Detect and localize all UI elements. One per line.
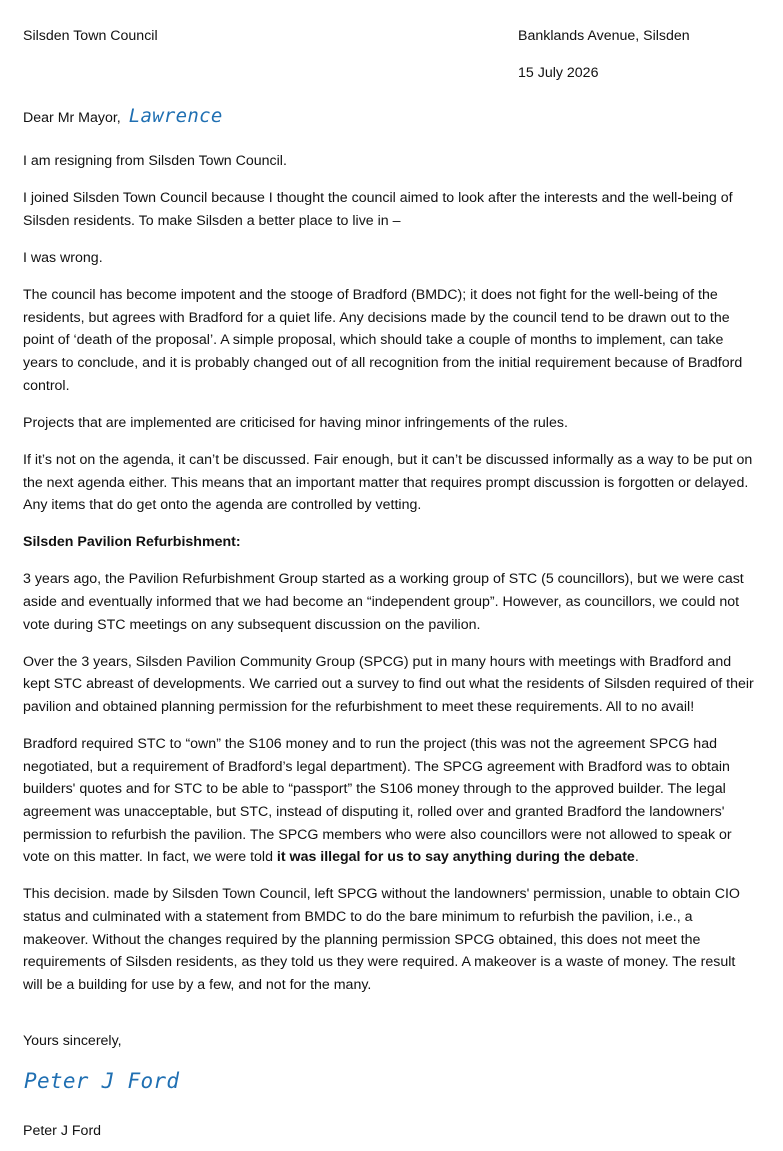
letter-body <box>23 150 758 1011</box>
paragraph-pavilion-group: 3 years ago, the Pavilion Refurbishment Group started as a working group of STC (5 councillors), but we were cast aside and eventually informed that we had become an “independent group”. However, as councillors, we could not vote during STC meetings on any subsequent discussion on the pavilion. <box>23 571 744 633</box>
paragraph-spcg-work: Over the 3 years, Silsden Pavilion Community Group (SPCG) put in many hours with meetings with Bradford and kept STC abreast of developments. We carried out a survey to find out what the residents of Silsden required of their pavilion and obtained planning permission for the refurbishment to meet these requirements. All to no avail! <box>23 653 754 716</box>
paragraph-resignation: I am resigning from Silsden Town Council. <box>23 153 287 169</box>
paragraph-reason-joined: I joined Silsden Town Council because I thought the council aimed to look after the interests and the well-being of Silsden residents. To make Silsden a better place to live in – <box>23 190 733 229</box>
sender-name: Silsden Town Council <box>23 28 158 44</box>
letter-date: 15 July 2026 <box>518 65 599 81</box>
paragraph-s106 <box>23 733 758 869</box>
s106-text-end: . <box>634 849 639 866</box>
salutation <box>23 105 223 130</box>
closing-text: Yours sincerely, <box>23 1033 122 1049</box>
paragraph-projects: Projects that are implemented are criticised for having minor infringements of the rules. <box>23 414 568 431</box>
paragraph-council-criticism: The council has become impotent and the stooge of Bradford (BMDC); it does not fight for the well-being of the residents, but agrees with Bradford for a quiet life. Any decisions made by the council tend to be drawn out to the point of ‘death of the proposal’. A simple proposal, which should take a couple of months to implement, can take years to conclude, and it is probably changed out of all recognition from the initial requirement because of Bradford control. <box>23 287 743 394</box>
s106-bold-statement: it was illegal for us to say anything during the debate <box>276 849 635 866</box>
salutation-text: Dear Mr Mayor, <box>23 110 121 126</box>
s106-text-start: Bradford required STC to “own” the S106 money and to run the project (this was not the agreement SPCG had negotiated, but a requirement of Bradford’s legal department). The SPCG agreement with Bradford was to obtain builders' quotes and for STC to be able to “passport” the S106 money through to the approved builder. The legal agreement was unacceptable, but STC, instead of disputing it, rolled over and granted Bradford the landowners' permission to refurbish the pavilion. The SPCG members who were also councillors were not allowed to speak or vote on this matter. In fact, we were told <box>23 736 732 866</box>
paragraph-decision: This decision. made by Silsden Town Council, left SPCG without the landowners' permission, unable to obtain CIO status and culminated with a statement from BMDC to do the bare minimum to refurbish the pavilion, i.e., a makeover. Without the changes required by the planning permission SPCG obtained, this does not meet the requirements of Silsden residents, as they told us they were required. A makeover is a waste of money. The result will be a building for use by a few, and not for the many. <box>23 886 740 993</box>
paragraph-i-was-wrong: I was wrong. <box>23 249 103 266</box>
sender-address: Banklands Avenue, Silsden <box>518 28 690 44</box>
paragraph-agenda: If it’s not on the agenda, it can’t be discussed. Fair enough, but it can’t be discussed informally as a way to be put on the next agenda either. This means that an important matter that requires prompt discussion is forgotten or delayed. Any items that do get onto the agenda are controlled by vetting. <box>23 451 753 514</box>
handwritten-signature: Peter J Ford <box>24 1069 180 1093</box>
section-heading-pavilion: Silsden Pavilion Refurbishment: <box>23 534 241 551</box>
printed-name: Peter J Ford <box>23 1123 102 1139</box>
handwritten-recipient-name: Lawrence <box>128 105 223 127</box>
